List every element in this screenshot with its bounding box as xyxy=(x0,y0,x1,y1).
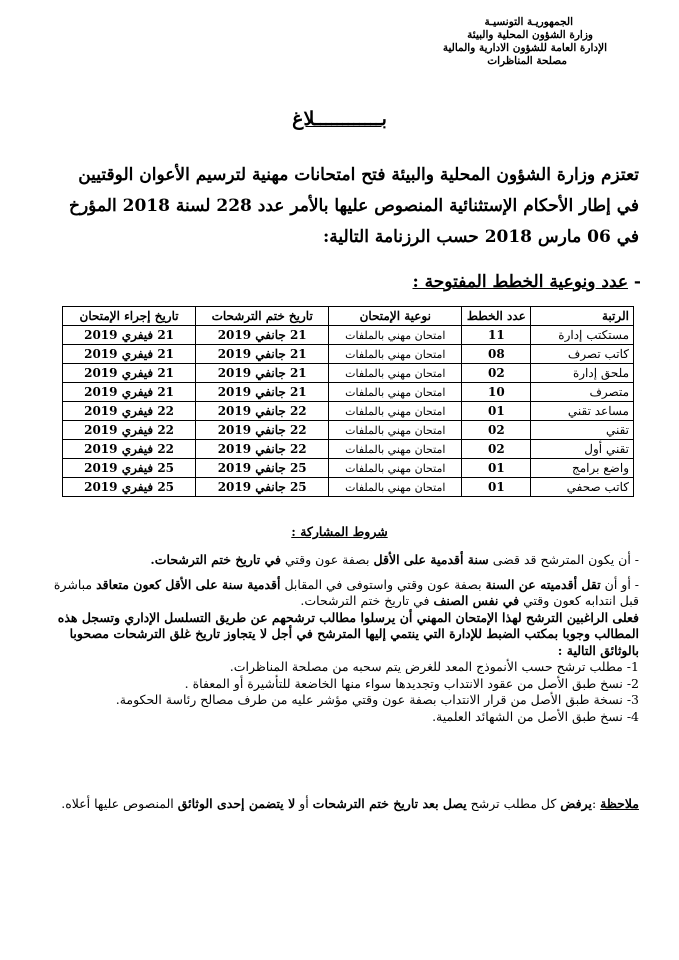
table-row xyxy=(63,383,634,402)
subtitle-text: عدد ونوعية الخطط المفتوحة : xyxy=(412,272,629,292)
table-row xyxy=(63,440,634,459)
cell-deadline: 22 جانفي 2019 xyxy=(196,440,329,459)
intro-line: تعتزم وزارة الشؤون المحلية والبيئة فتح امتحانات مهنية لترسيم الأعوان الوقتيين xyxy=(78,165,639,185)
header-line-1: الجمهوريـة التونسيـة xyxy=(484,16,573,28)
conditions-block xyxy=(33,552,639,725)
cell-count: 11 xyxy=(462,326,531,345)
cell-rank: متصرف xyxy=(531,383,634,402)
cell-deadline: 25 جانفي 2019 xyxy=(196,478,329,497)
header-rank: الرتبة xyxy=(531,307,634,326)
cell-count: 02 xyxy=(462,364,531,383)
table-row xyxy=(63,478,634,497)
text-run: بصفة عون وقتي واستوفى في المقابل xyxy=(280,576,486,592)
cell-deadline: 22 جانفي 2019 xyxy=(196,421,329,440)
cell-deadline: 21 جانفي 2019 xyxy=(196,364,329,383)
document-title: بــــــــــــلاغ xyxy=(292,108,387,130)
cell-exam-type: امتحان مهني بالملفات xyxy=(329,402,462,421)
cell-exam-date: 21 فيفري 2019 xyxy=(63,383,196,402)
cell-rank: تقني xyxy=(531,421,634,440)
cell-exam-type: امتحان مهني بالملفات xyxy=(329,364,462,383)
conditions-title: شروط المشاركة : xyxy=(291,524,388,539)
table-row xyxy=(63,345,634,364)
document-item-1: 1- مطلب ترشح حسب الأنموذج المعد للغرض يتم سحبه من مصلحة المناظرات. xyxy=(229,659,639,674)
intro-line: في إطار الأحكام الإستثنائية المنصوص عليها بالأمر عدد 228 لسنة 2018 المؤرخ xyxy=(69,196,639,216)
table-row xyxy=(63,326,634,345)
text-run: - أو أن xyxy=(600,576,639,592)
ministry-header xyxy=(367,16,607,68)
cell-exam-type: امتحان مهني بالملفات xyxy=(329,478,462,497)
table-row xyxy=(63,421,634,440)
text-run: - أن يكون المترشح قد قضى xyxy=(488,552,639,567)
cell-rank: مساعد تقني xyxy=(531,402,634,421)
text-run-bold: أقدمية سنة على الأقل كعون متعاقد xyxy=(96,576,281,592)
header-count: عدد الخطط xyxy=(462,307,531,326)
intro-line: في 06 مارس 2018 حسب الرزنامة التالية: xyxy=(323,227,639,247)
cell-count: 10 xyxy=(462,383,531,402)
cell-exam-date: 22 فيفري 2019 xyxy=(63,421,196,440)
cell-rank: تقني أول xyxy=(531,440,634,459)
header-line-4: مصلحة المناظرات xyxy=(487,55,567,67)
cell-deadline: 21 جانفي 2019 xyxy=(196,383,329,402)
header-line-3: الإدارة العامة للشؤون الادارية والمالية xyxy=(442,42,607,54)
text-run-bold: في نفس الصنف xyxy=(433,593,520,608)
text-run: : xyxy=(591,796,601,811)
text-run-bold: لا يتضمن إحدى الوثائق xyxy=(177,796,296,811)
condition-3: فعلى الراغبين الترشح لهذا الإمتحان المهني أن يرسلوا مطالب ترشحهم عن طريق التسلسل الإداري وتسجل هذه المطالب وجوبا بمكتب الضبط للإدارة التي ينتمي إليها المترشح في أجل لا يتجاوز تاريخ غلق الترشحات مصحوبا بالوثائق التالية : xyxy=(57,609,639,658)
header-exam-date: تاريخ إجراء الإمتحان xyxy=(63,307,196,326)
note-paragraph xyxy=(33,795,639,812)
cell-deadline: 21 جانفي 2019 xyxy=(196,345,329,364)
cell-exam-date: 25 فيفري 2019 xyxy=(63,478,196,497)
cell-exam-date: 21 فيفري 2019 xyxy=(63,326,196,345)
header-deadline: تاريخ ختم الترشحات xyxy=(196,307,329,326)
document-item-4: 4- نسخ طبق الأصل من الشهائد العلمية. xyxy=(432,708,639,724)
text-run-bold: سنة أقدمية على الأقل xyxy=(373,552,489,567)
table-row xyxy=(63,459,634,478)
table-row xyxy=(63,402,634,421)
cell-deadline: 25 جانفي 2019 xyxy=(196,459,329,478)
cell-rank: كاتب صحفي xyxy=(531,478,634,497)
cell-count: 01 xyxy=(462,459,531,478)
cell-exam-date: 22 فيفري 2019 xyxy=(63,440,196,459)
section-subtitle xyxy=(412,272,641,292)
text-run: أو xyxy=(295,796,313,811)
cell-rank: مستكتب إدارة xyxy=(531,326,634,345)
cell-count: 01 xyxy=(462,478,531,497)
text-run-bold: في تاريخ ختم الترشحات. xyxy=(150,552,281,567)
table-header-row xyxy=(63,307,634,326)
cell-exam-date: 22 فيفري 2019 xyxy=(63,402,196,421)
cell-count: 01 xyxy=(462,402,531,421)
cell-deadline: 21 جانفي 2019 xyxy=(196,326,329,345)
cell-exam-type: امتحان مهني بالملفات xyxy=(329,345,462,364)
cell-exam-date: 21 فيفري 2019 xyxy=(63,345,196,364)
cell-count: 02 xyxy=(462,440,531,459)
header-exam-type: نوعية الإمتحان xyxy=(329,307,462,326)
text-run: كل مطلب ترشح xyxy=(466,796,561,811)
condition-1 xyxy=(33,552,639,569)
document-item-2: 2- نسخ طبق الأصل من عقود الانتداب وتجديدها سواء منها الخاضعة للتأشيرة أو المعفاة . xyxy=(184,675,639,691)
text-run-bold: تقل أقدميته عن السنة xyxy=(485,576,601,592)
cell-exam-type: امتحان مهني بالملفات xyxy=(329,326,462,345)
header-line-2: وزارة الشؤون المحلية والبيئة xyxy=(467,29,593,41)
cell-rank: كاتب تصرف xyxy=(531,345,634,364)
table-row xyxy=(63,364,634,383)
text-run: المنصوص عليها أعلاه. xyxy=(61,796,178,811)
text-run: مباشرة قبل انتدابه كعون وقتي xyxy=(53,576,639,608)
positions-table xyxy=(62,306,634,497)
document-item-3: 3- نسخة طبق الأصل من قرار الانتداب بصفة عون وقتي مؤشر عليه من طرف مصالح رئاسة الحكومة. xyxy=(115,692,639,707)
cell-exam-date: 25 فيفري 2019 xyxy=(63,459,196,478)
cell-rank: ملحق إدارة xyxy=(531,364,634,383)
cell-exam-type: امتحان مهني بالملفات xyxy=(329,440,462,459)
text-run: بصفة عون وقتي xyxy=(280,552,374,567)
cell-exam-type: امتحان مهني بالملفات xyxy=(329,459,462,478)
cell-count: 08 xyxy=(462,345,531,364)
note-label: ملاحظة xyxy=(600,796,639,811)
cell-rank: واضع برامج xyxy=(531,459,634,478)
cell-exam-type: امتحان مهني بالملفات xyxy=(329,383,462,402)
text-run-bold: يصل بعد تاريخ ختم الترشحات xyxy=(312,796,467,811)
condition-2 xyxy=(33,577,639,610)
subtitle-dash: - xyxy=(628,272,641,292)
cell-count: 02 xyxy=(462,421,531,440)
cell-exam-type: امتحان مهني بالملفات xyxy=(329,421,462,440)
intro-paragraph xyxy=(29,160,639,253)
cell-exam-date: 21 فيفري 2019 xyxy=(63,364,196,383)
text-run: في تاريخ ختم الترشحات. xyxy=(300,593,434,608)
text-run-bold: يرفض xyxy=(560,796,592,811)
cell-deadline: 22 جانفي 2019 xyxy=(196,402,329,421)
